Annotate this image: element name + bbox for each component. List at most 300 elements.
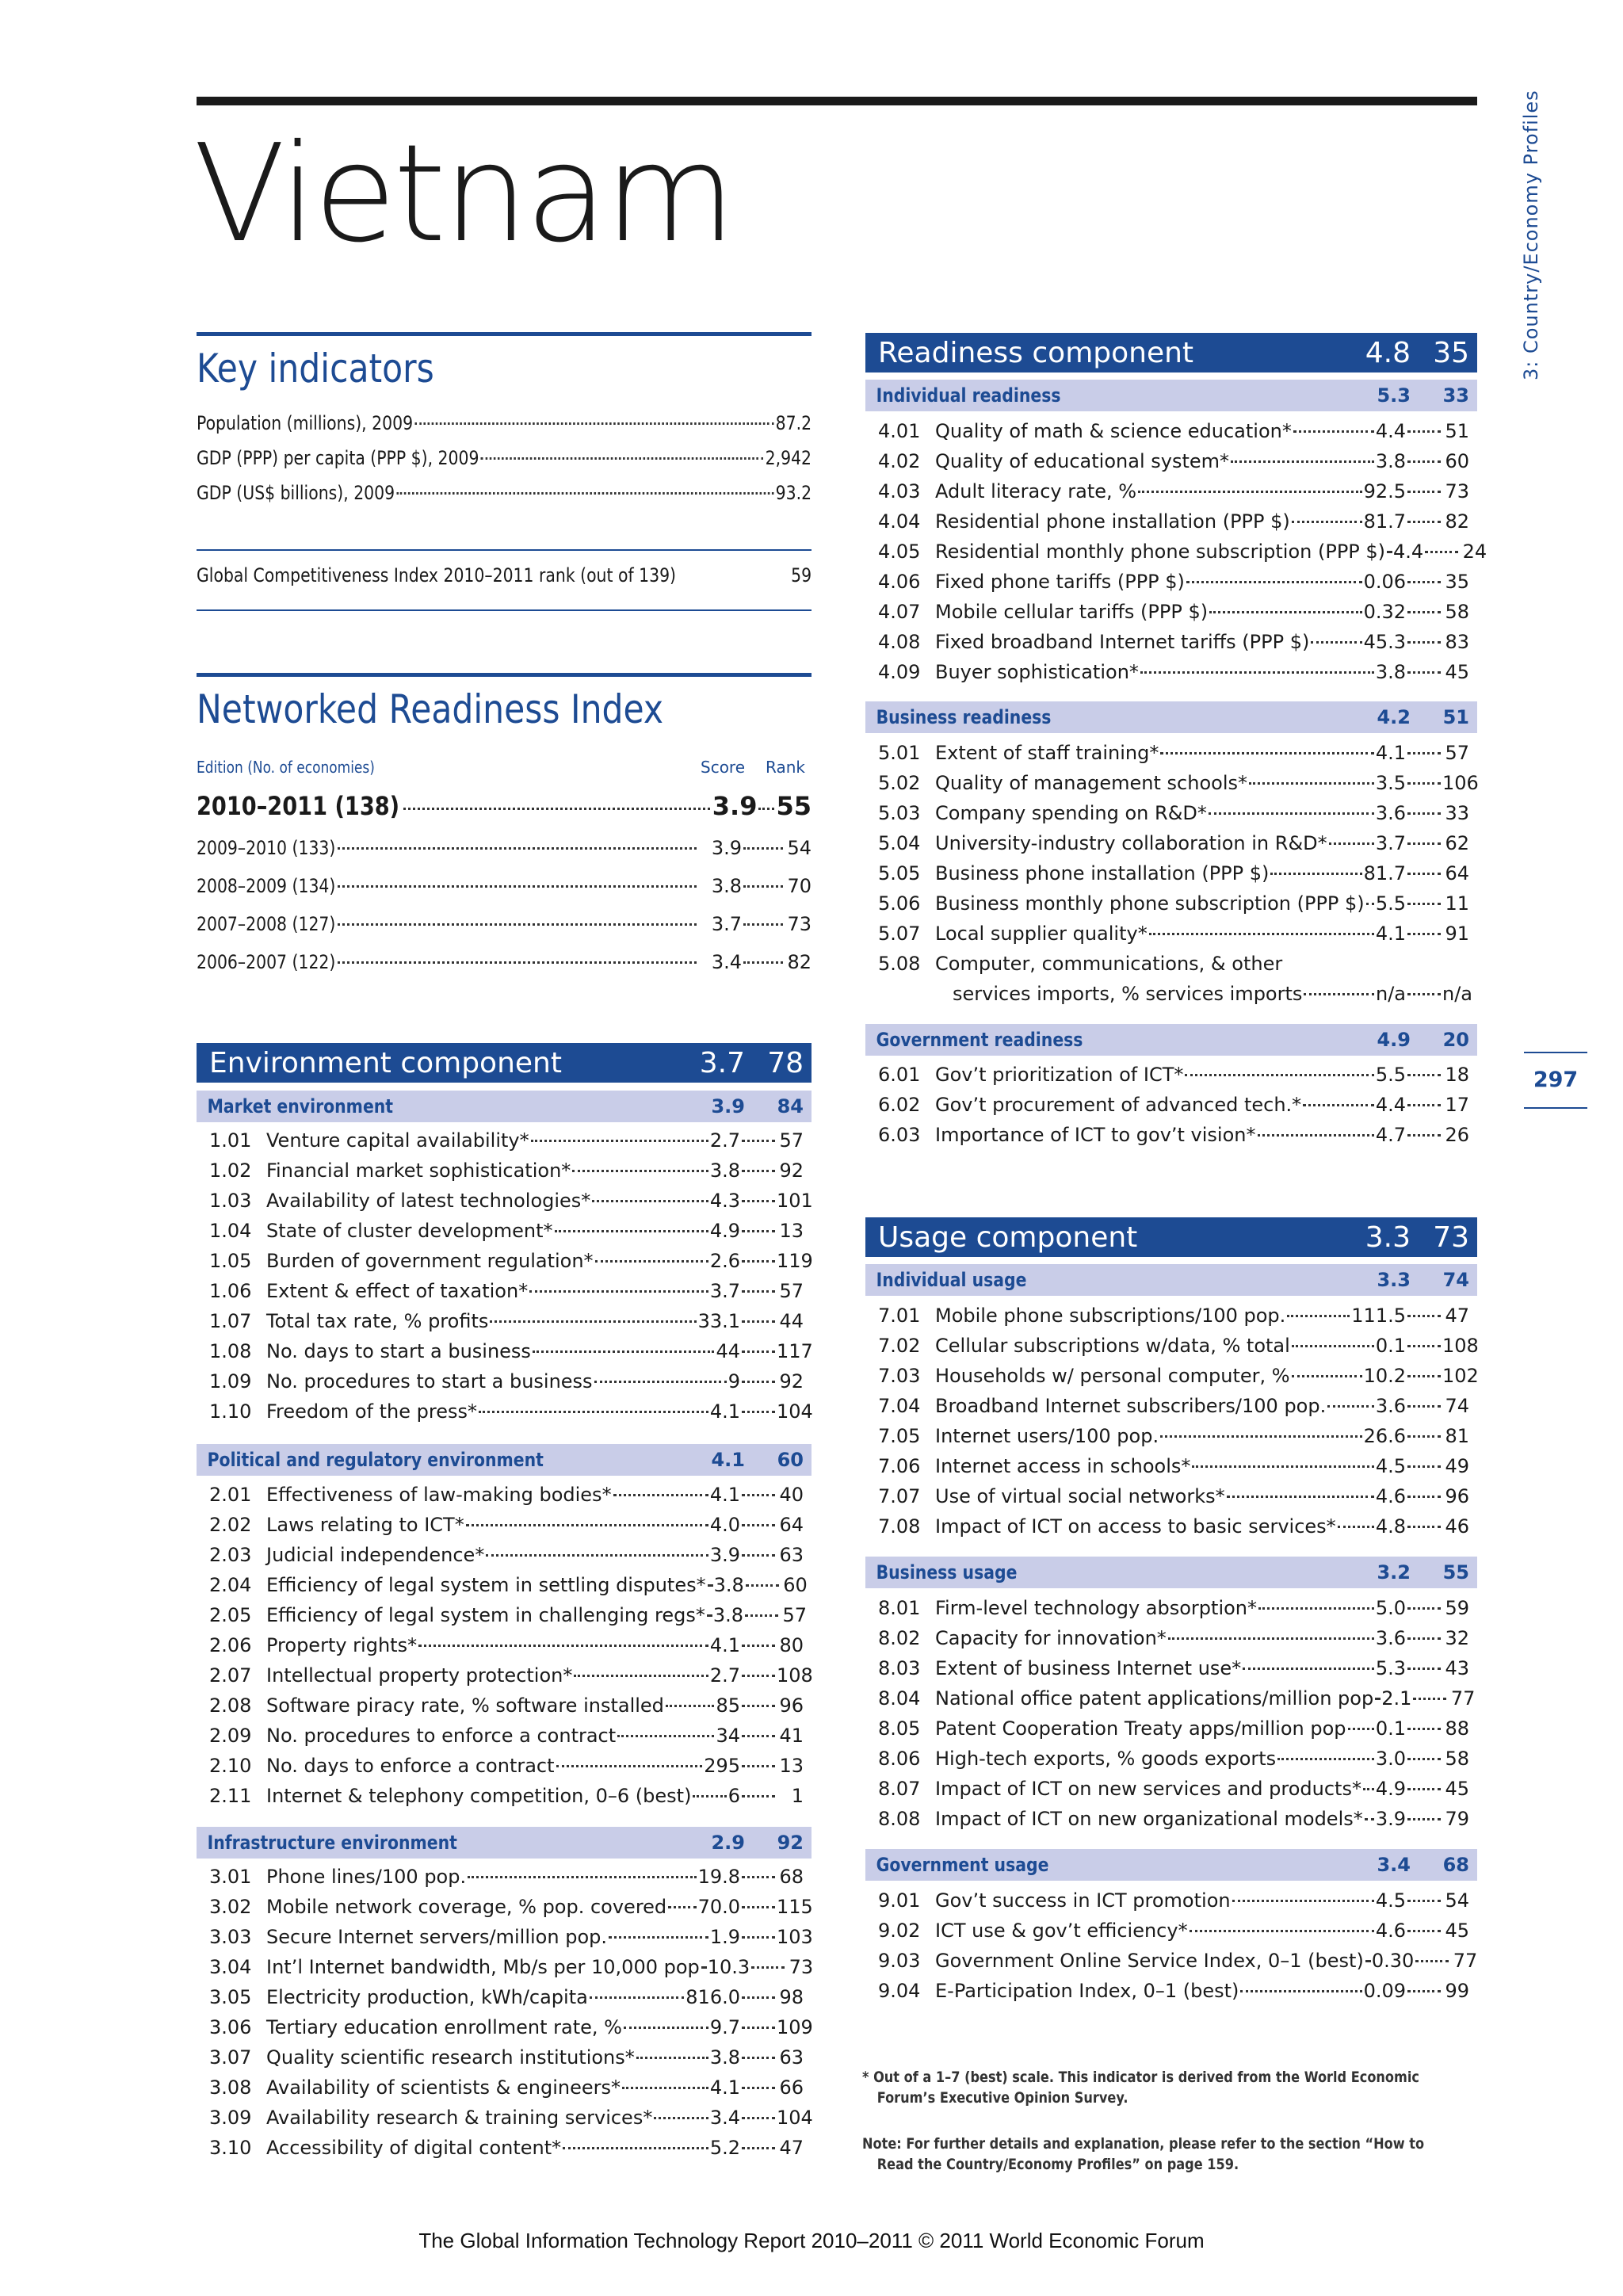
indicator-value: 10.3 (707, 1956, 750, 1978)
indicator-row (197, 2076, 812, 2107)
leader-dots (1327, 1405, 1374, 1408)
indicator-row (865, 1950, 1477, 1980)
indicator-rank: 32 (1445, 1627, 1469, 1649)
leader-dots (1365, 1960, 1370, 1962)
indicator-code: 3.06 (209, 2016, 252, 2038)
indicator-value: 0.06 (1363, 571, 1406, 593)
indicator-rank: 45 (1445, 1778, 1469, 1800)
leader-dots (1407, 1788, 1441, 1790)
leader-dots (636, 2057, 708, 2059)
component-name: Environment component (209, 1046, 562, 1079)
leader-dots (1407, 1728, 1441, 1730)
indicator-row (865, 1305, 1477, 1335)
indicator-label: Business phone installation (PPP $) (935, 862, 1270, 884)
footnote-line: * Out of a 1–7 (best) scale. This indicator is derived from the World Economic (862, 2069, 1419, 2086)
indicator-label: Internet users/100 pop. (935, 1425, 1159, 1447)
leader-dots (743, 961, 783, 964)
leader-dots (468, 1876, 696, 1878)
key-indicator-label: GDP (US$ billions), 2009 (197, 482, 395, 504)
leader-dots (654, 2117, 708, 2119)
indicator-row (197, 1190, 812, 1220)
subindex-rank: 20 (1442, 1029, 1469, 1051)
subindex-name: Business readiness (876, 706, 1052, 728)
subindex-rank: 84 (777, 1095, 804, 1117)
indicator-rank: 57 (779, 1129, 804, 1152)
indicator-value: 3.9 (1375, 1808, 1406, 1830)
indicator-row (197, 2137, 812, 2167)
indicator-rank: 117 (777, 1340, 813, 1362)
indicator-row (197, 2016, 812, 2046)
indicator-value: 2.1 (1381, 1687, 1412, 1710)
indicator-value: 3.8 (709, 1159, 740, 1182)
subindex-rank: 51 (1442, 706, 1469, 728)
indicator-code: 5.08 (878, 953, 921, 975)
nri-edition: 2009–2010 (133) (197, 837, 336, 859)
indicator-code: 1.06 (209, 1280, 252, 1302)
leader-dots (1407, 993, 1441, 995)
indicator-row (197, 2107, 812, 2137)
indicator-value: 4.1 (1375, 923, 1406, 945)
indicator-label: Fixed phone tariffs (PPP $) (935, 571, 1185, 593)
leader-dots (1407, 903, 1441, 905)
indicator-label: Internet & telephony competition, 0–6 (best) (266, 1785, 692, 1807)
indicator-row (197, 1956, 812, 1986)
leader-dots (1304, 993, 1374, 995)
indicator-rank: 58 (1445, 601, 1469, 623)
indicator-row (197, 1159, 812, 1190)
leader-dots (1413, 1698, 1446, 1700)
indicator-label: Mobile network coverage, % pop. covered (266, 1896, 667, 1918)
leader-dots (1407, 641, 1441, 644)
leader-dots (1348, 1728, 1374, 1730)
indicator-rank: 63 (779, 2046, 804, 2069)
indicator-rank: 35 (1445, 571, 1469, 593)
gci-row (197, 564, 812, 596)
indicator-rank: 43 (1445, 1657, 1469, 1679)
subindex-score: 5.3 (1377, 384, 1411, 407)
indicator-value: 0.1 (1375, 1717, 1406, 1740)
component-score: 4.8 (1365, 336, 1411, 369)
leader-dots (1249, 782, 1374, 785)
leader-dots (742, 1350, 775, 1353)
indicator-code: 2.02 (209, 1514, 252, 1536)
indicator-code: 7.02 (878, 1335, 921, 1357)
gci-rank: 59 (791, 564, 812, 586)
subindex-rank: 92 (777, 1832, 804, 1854)
nri-score: 3.4 (711, 951, 742, 973)
indicator-label: No. days to enforce a contract (266, 1755, 555, 1777)
indicator-value: 4.3 (709, 1190, 740, 1212)
indicator-label: Total tax rate, % profits (266, 1310, 489, 1332)
leader-dots (1303, 1104, 1374, 1106)
subindex-score: 4.2 (1377, 706, 1411, 728)
indicator-row (865, 1064, 1477, 1094)
indicator-label: Impact of ICT on new organizational models* (935, 1808, 1363, 1830)
leader-dots (1270, 873, 1361, 875)
leader-dots (529, 1290, 708, 1293)
indicator-row (865, 1485, 1477, 1515)
indicator-row (865, 1808, 1477, 1838)
leader-dots (1338, 1526, 1374, 1528)
leader-dots (624, 2027, 708, 2029)
indicator-label: High-tech exports, % goods exports (935, 1748, 1277, 1770)
leader-dots (338, 847, 697, 850)
indicator-label: Int’l Internet bandwidth, Mb/s per 10,000 pop (266, 1956, 700, 1978)
indicator-rank: 115 (777, 1896, 813, 1918)
indicator-rank: 41 (779, 1725, 804, 1747)
subindex-score: 3.9 (711, 1095, 745, 1117)
indicator-value: 4.9 (1375, 1778, 1406, 1800)
political-regulatory-list (197, 1484, 812, 1815)
indicator-label: Mobile phone subscriptions/100 pop. (935, 1305, 1286, 1327)
leader-dots (1243, 1668, 1374, 1670)
leader-dots (590, 1996, 684, 1999)
leader-dots (742, 1381, 775, 1383)
leader-dots (338, 885, 697, 888)
indicator-rank: 46 (1445, 1515, 1469, 1538)
leader-dots (742, 2087, 775, 2089)
nri-edition: 2010–2011 (138) (197, 791, 400, 821)
indicator-value: 4.0 (709, 1514, 740, 1536)
indicator-label: Property rights* (266, 1634, 418, 1656)
subindex-name: Individual usage (876, 1269, 1027, 1291)
indicator-code: 5.06 (878, 892, 921, 915)
indicator-value: 4.1 (709, 1400, 740, 1423)
leader-dots (1160, 752, 1374, 755)
indicator-label: Patent Cooperation Treaty apps/million pop (935, 1717, 1346, 1740)
indicator-row (197, 1129, 812, 1159)
subindex-name: Individual readiness (876, 384, 1061, 407)
indicator-rank: 88 (1445, 1717, 1469, 1740)
leader-dots (1363, 1788, 1374, 1790)
indicator-value: 3.8 (712, 1604, 743, 1626)
indicator-code: 7.04 (878, 1395, 921, 1417)
leader-dots (742, 1320, 775, 1323)
leader-dots (1407, 1465, 1441, 1468)
indicator-row (865, 1455, 1477, 1485)
leader-dots (479, 1411, 708, 1413)
indicator-row (197, 1604, 812, 1634)
indicator-value: 81.7 (1363, 510, 1406, 533)
indicator-row (865, 862, 1477, 892)
indicator-label: Mobile cellular tariffs (PPP $) (935, 601, 1209, 623)
indicator-value: n/a (1375, 983, 1406, 1005)
nri-col-score: Score (701, 758, 746, 777)
indicator-row (197, 2046, 812, 2076)
individual-usage-header (865, 1264, 1477, 1296)
indicator-code: 4.09 (878, 661, 921, 683)
indicator-code: 2.05 (209, 1604, 252, 1626)
indicator-value: 4.1 (709, 1634, 740, 1656)
indicator-label: Gov’t success in ICT promotion (935, 1889, 1231, 1912)
indicator-row (197, 1866, 812, 1896)
indicator-label: Efficiency of legal system in challenging regs* (266, 1604, 705, 1626)
indicator-row (865, 1980, 1477, 2010)
indicator-row (197, 1574, 812, 1604)
indicator-code: 7.08 (878, 1515, 921, 1538)
indicator-rank: 47 (1445, 1305, 1469, 1327)
leader-dots (742, 2057, 775, 2059)
leader-dots (1425, 551, 1458, 553)
indicator-row (865, 1920, 1477, 1950)
leader-dots (592, 1200, 708, 1202)
indicator-value: 2.6 (709, 1250, 740, 1272)
indicator-rank: 57 (779, 1280, 804, 1302)
component-rank: 78 (767, 1046, 804, 1079)
government-usage-header (865, 1849, 1477, 1881)
indicator-code: 5.03 (878, 802, 921, 824)
subindex-rank: 60 (777, 1449, 804, 1471)
leader-dots (742, 1795, 775, 1797)
indicator-rank: 57 (782, 1604, 807, 1626)
leader-dots (742, 1290, 775, 1293)
indicator-label: Government Online Service Index, 0–1 (best) (935, 1950, 1364, 1972)
indicator-label: Households w/ personal computer, % (935, 1365, 1290, 1387)
leader-dots (490, 1320, 696, 1323)
indicator-rank: 64 (1445, 862, 1469, 884)
leader-dots (666, 1705, 715, 1707)
indicator-label: Availability of scientists & engineers* (266, 2076, 621, 2099)
leader-dots (563, 2147, 708, 2149)
indicator-code: 2.09 (209, 1725, 252, 1747)
indicator-row (865, 1124, 1477, 1154)
top-rule (197, 97, 1477, 105)
subindex-name: Government usage (876, 1854, 1049, 1876)
leader-dots (742, 2147, 775, 2149)
indicator-code: 8.07 (878, 1778, 921, 1800)
indicator-code: 3.04 (209, 1956, 252, 1978)
indicator-label: Firm-level technology absorption* (935, 1597, 1258, 1619)
leader-dots (1407, 842, 1441, 845)
indicator-rank: 98 (779, 1986, 804, 2008)
component-rank: 35 (1433, 336, 1469, 369)
subindex-rank: 68 (1442, 1854, 1469, 1876)
leader-dots (758, 808, 774, 810)
page-number (1524, 1052, 1587, 1109)
indicator-row (865, 832, 1477, 862)
indicator-row (197, 1544, 812, 1574)
leader-dots (617, 1735, 714, 1737)
key-indicator-row (197, 412, 812, 444)
indicator-rank: 44 (779, 1310, 804, 1332)
leader-dots (533, 1350, 715, 1353)
indicator-value: 3.4 (709, 2107, 740, 2129)
leader-dots (693, 1795, 726, 1797)
indicator-code: 2.04 (209, 1574, 252, 1596)
indicator-code: 1.02 (209, 1159, 252, 1182)
indicator-code: 9.03 (878, 1950, 921, 1972)
indicator-row (197, 1250, 812, 1280)
leader-dots (1407, 671, 1441, 674)
indicator-code: 8.04 (878, 1687, 921, 1710)
indicator-code: 4.06 (878, 571, 921, 593)
indicator-code: 3.05 (209, 1986, 252, 2008)
nri-history-row (197, 951, 812, 973)
leader-dots (742, 1705, 775, 1707)
indicator-code: 4.03 (878, 480, 921, 502)
nri-edition: 2006–2007 (122) (197, 951, 336, 973)
indicator-row (865, 450, 1477, 480)
leader-dots (745, 1614, 778, 1617)
leader-dots (1190, 1930, 1374, 1932)
indicator-rank: 57 (1445, 742, 1469, 764)
indicator-label: Buyer sophistication* (935, 661, 1139, 683)
leader-dots (1407, 1315, 1441, 1317)
indicator-code: 6.03 (878, 1124, 921, 1146)
indicator-value: 0.32 (1363, 601, 1406, 623)
indicator-label: Extent of staff training* (935, 742, 1159, 764)
indicator-value: 5.5 (1375, 1064, 1406, 1086)
footnote-line: Forum’s Executive Opinion Survey. (876, 2089, 1128, 2107)
leader-dots (1407, 611, 1441, 613)
indicator-label: Fixed broadband Internet tariffs (PPP $) (935, 631, 1310, 653)
indicator-rank: 11 (1445, 892, 1469, 915)
indicator-label: Business monthly phone subscription (PPP $) (935, 892, 1365, 915)
indicator-row (865, 1335, 1477, 1365)
indicator-label: Quality of management schools* (935, 772, 1247, 794)
leader-dots (1258, 1134, 1374, 1137)
leader-dots (486, 1554, 708, 1557)
indicator-value: 0.09 (1363, 1980, 1406, 2002)
leader-dots (742, 1411, 775, 1413)
indicator-rank: 96 (779, 1694, 804, 1717)
indicator-row (197, 1785, 812, 1815)
indicator-code: 7.07 (878, 1485, 921, 1507)
indicator-rank: 96 (1445, 1485, 1469, 1507)
leader-dots (1407, 1526, 1441, 1528)
indicator-label: Broadband Internet subscribers/100 pop. (935, 1395, 1327, 1417)
government-usage-list (865, 1889, 1477, 2010)
indicator-rank: 74 (1445, 1395, 1469, 1417)
indicator-code: 7.01 (878, 1305, 921, 1327)
leader-dots (1407, 1818, 1441, 1820)
indicator-value: 111.5 (1351, 1305, 1406, 1327)
indicator-code: 8.02 (878, 1627, 921, 1649)
indicator-value: 92.5 (1363, 480, 1406, 502)
indicator-value: 4.6 (1375, 1920, 1406, 1942)
government-readiness-header (865, 1024, 1477, 1056)
individual-readiness-header (865, 380, 1477, 411)
environment-component-header (197, 1043, 812, 1083)
indicator-code: 9.04 (878, 1980, 921, 2002)
indicator-label: Adult literacy rate, % (935, 480, 1137, 502)
indicator-value: 3.0 (1375, 1748, 1406, 1770)
indicator-label: Availability of latest technologies* (266, 1190, 591, 1212)
indicator-code: 5.01 (878, 742, 921, 764)
indicator-rank: 92 (779, 1370, 804, 1392)
subindex-name: Market environment (207, 1095, 394, 1117)
indicator-label: Judicial independence* (266, 1544, 485, 1566)
leader-dots (556, 1765, 703, 1767)
indicator-value: 3.8 (1375, 661, 1406, 683)
indicator-code: 9.01 (878, 1889, 921, 1912)
country-title: Vietnam (193, 116, 733, 273)
indicator-label: Electricity production, kWh/capita (266, 1986, 588, 2008)
indicator-row (197, 1340, 812, 1370)
leader-dots (1365, 1818, 1374, 1820)
subindex-name: Political and regulatory environment (207, 1449, 544, 1471)
indicator-code: 2.03 (209, 1544, 252, 1566)
indicator-row (197, 1400, 812, 1431)
indicator-row (865, 1597, 1477, 1627)
indicator-value: 295 (704, 1755, 740, 1777)
indicator-rank: 40 (779, 1484, 804, 1506)
indicator-code: 2.01 (209, 1484, 252, 1506)
indicator-code: 8.08 (878, 1808, 921, 1830)
indicator-value: 45.3 (1363, 631, 1406, 653)
indicator-label: Local supplier quality* (935, 923, 1148, 945)
leader-dots (1387, 551, 1392, 553)
leader-dots (1209, 812, 1374, 815)
indicator-value: 5.2 (709, 2137, 740, 2159)
indicator-value: 5.3 (1375, 1657, 1406, 1679)
leader-dots (338, 961, 697, 964)
indicator-value: 19.8 (697, 1866, 740, 1888)
leader-dots (572, 1170, 708, 1172)
indicator-row (865, 742, 1477, 772)
note-footnote (862, 2134, 1468, 2175)
market-environment-header (197, 1091, 812, 1122)
leader-dots (1407, 1375, 1441, 1377)
component-score: 3.7 (699, 1046, 745, 1079)
nri-rule (197, 673, 812, 677)
indicator-code: 5.05 (878, 862, 921, 884)
page-footer: The Global Information Technology Report 2010–2011 © 2011 World Economic Forum (418, 2229, 1205, 2252)
key-indicator-value: 2,942 (765, 447, 812, 469)
leader-dots (1407, 873, 1441, 875)
leader-dots (397, 492, 773, 495)
indicator-rank: 66 (779, 2076, 804, 2099)
indicator-value: 4.9 (709, 1220, 740, 1242)
indicator-label: Burden of government regulation* (266, 1250, 594, 1272)
indicator-row (865, 1657, 1477, 1687)
indicator-value: 4.5 (1375, 1455, 1406, 1477)
indicator-rank: 79 (1445, 1808, 1469, 1830)
indicator-rank: 81 (1445, 1425, 1469, 1447)
indicator-row (865, 1365, 1477, 1395)
leader-dots (1407, 581, 1441, 583)
leader-dots (701, 1966, 706, 1969)
indicator-label: Venture capital availability* (266, 1129, 529, 1152)
indicator-rank: 83 (1445, 631, 1469, 653)
leader-dots (742, 1494, 775, 1496)
indicator-label: Financial market sophistication* (266, 1159, 571, 1182)
indicator-code: 6.01 (878, 1064, 921, 1086)
leader-dots (743, 885, 783, 888)
indicator-row (197, 1986, 812, 2016)
indicator-label: No. procedures to enforce a contract (266, 1725, 617, 1747)
indicator-rank: 77 (1450, 1687, 1476, 1710)
indicator-code: 4.05 (878, 541, 921, 563)
asterisk-footnote (862, 2067, 1468, 2108)
leader-dots (751, 1966, 785, 1969)
leader-dots (742, 1765, 775, 1767)
indicator-row (865, 892, 1477, 923)
indicator-value: 1.9 (709, 1926, 740, 1948)
political-regulatory-header (197, 1444, 812, 1476)
indicator-code: 8.05 (878, 1717, 921, 1740)
indicator-row (865, 923, 1477, 953)
leader-dots (1407, 1074, 1441, 1076)
indicator-label: Gov’t prioritization of ICT* (935, 1064, 1184, 1086)
indicator-row (197, 1755, 812, 1785)
indicator-rank: 73 (1445, 480, 1469, 502)
indicator-code: 4.08 (878, 631, 921, 653)
leader-dots (1407, 1930, 1441, 1932)
indicator-code: 4.02 (878, 450, 921, 472)
indicator-rank: 59 (1445, 1597, 1469, 1619)
indicator-label: Accessibility of digital content* (266, 2137, 562, 2159)
